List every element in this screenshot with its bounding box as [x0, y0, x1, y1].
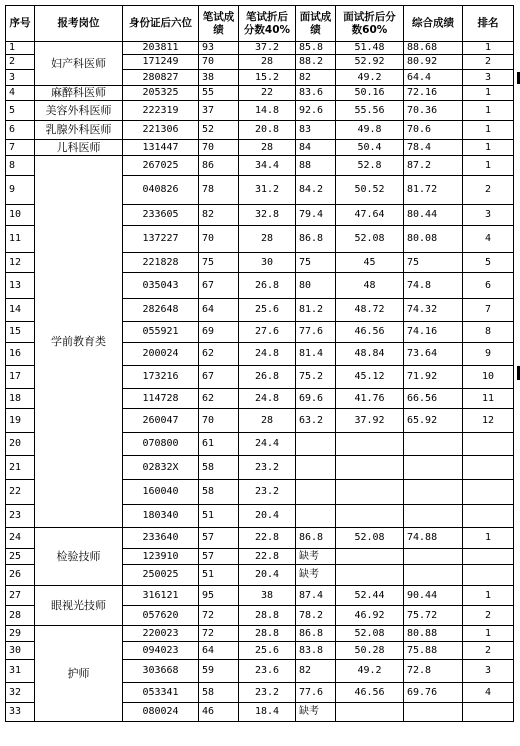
- interview-converted: 52.08: [336, 528, 404, 549]
- written-score: 58: [199, 683, 239, 703]
- interview-score: 81.2: [296, 299, 336, 322]
- id-cell: 160040: [123, 480, 199, 505]
- total-score: 81.72: [404, 176, 463, 205]
- row-no: 14: [6, 299, 35, 322]
- id-cell: 040826: [123, 176, 199, 205]
- interview-converted: 50.16: [336, 86, 404, 101]
- row-no: 12: [6, 253, 35, 273]
- row-no: 4: [6, 86, 35, 101]
- row-no: 33: [6, 703, 35, 722]
- written-score: 70: [199, 55, 239, 70]
- id-cell: 316121: [123, 586, 199, 606]
- interview-score: 79.4: [296, 205, 336, 226]
- row-no: 27: [6, 586, 35, 606]
- table-body: [6, 6, 514, 722]
- written-converted: 31.2: [239, 176, 296, 205]
- id-cell: 137227: [123, 226, 199, 253]
- total-score: 88.68: [404, 42, 463, 55]
- written-score: 37: [199, 101, 239, 121]
- interview-converted: 51.48: [336, 42, 404, 55]
- interview-score: 86.8: [296, 528, 336, 549]
- total-score: 70.36: [404, 101, 463, 121]
- written-converted: 30: [239, 253, 296, 273]
- written-score: 70: [199, 140, 239, 156]
- rank-cell: 8: [463, 322, 514, 343]
- total-score: [404, 549, 463, 565]
- interview-converted: 52.08: [336, 626, 404, 642]
- total-score: 70.6: [404, 121, 463, 140]
- written-converted: 28.8: [239, 606, 296, 626]
- row-no: 3: [6, 70, 35, 86]
- written-score: 38: [199, 70, 239, 86]
- id-cell: 203811: [123, 42, 199, 55]
- written-converted: 26.8: [239, 273, 296, 299]
- id-cell: 094023: [123, 642, 199, 660]
- interview-score: [296, 505, 336, 528]
- rank-cell: [463, 456, 514, 480]
- row-no: 2: [6, 55, 35, 70]
- rank-cell: 2: [463, 55, 514, 70]
- total-score: 78.4: [404, 140, 463, 156]
- written-score: 51: [199, 505, 239, 528]
- row-no: 29: [6, 626, 35, 642]
- written-score: 55: [199, 86, 239, 101]
- interview-converted: 46.56: [336, 322, 404, 343]
- interview-converted: [336, 456, 404, 480]
- interview-score: [296, 433, 336, 456]
- interview-converted: 41.76: [336, 389, 404, 409]
- interview-score: 69.6: [296, 389, 336, 409]
- row-no: 5: [6, 101, 35, 121]
- written-converted: 24.4: [239, 433, 296, 456]
- total-score: [404, 433, 463, 456]
- interview-score: 82: [296, 660, 336, 683]
- interview-score: 82: [296, 70, 336, 86]
- total-score: 72.16: [404, 86, 463, 101]
- written-score: 57: [199, 528, 239, 549]
- interview-converted: 46.92: [336, 606, 404, 626]
- table-row: [6, 528, 514, 549]
- rank-cell: 1: [463, 626, 514, 642]
- row-no: 19: [6, 409, 35, 433]
- total-score: 80.44: [404, 205, 463, 226]
- rank-cell: 6: [463, 273, 514, 299]
- row-no: 9: [6, 176, 35, 205]
- total-score: 66.56: [404, 389, 463, 409]
- written-score: 95: [199, 586, 239, 606]
- id-cell: 123910: [123, 549, 199, 565]
- interview-score: 81.4: [296, 343, 336, 366]
- row-no: 13: [6, 273, 35, 299]
- row-no: 21: [6, 456, 35, 480]
- written-converted: 28: [239, 140, 296, 156]
- rank-cell: 9: [463, 343, 514, 366]
- interview-converted: 50.52: [336, 176, 404, 205]
- row-no: 18: [6, 389, 35, 409]
- written-converted: 20.4: [239, 565, 296, 586]
- interview-converted: 49.8: [336, 121, 404, 140]
- row-no: 23: [6, 505, 35, 528]
- written-converted: 28.8: [239, 626, 296, 642]
- total-score: 74.32: [404, 299, 463, 322]
- header-written-converted: 笔试折后分数40%: [239, 6, 296, 42]
- written-score: 61: [199, 433, 239, 456]
- rank-cell: [463, 549, 514, 565]
- rank-cell: 7: [463, 299, 514, 322]
- written-converted: 26.8: [239, 366, 296, 389]
- table-row: [6, 42, 514, 55]
- written-score: 62: [199, 389, 239, 409]
- id-cell: 070800: [123, 433, 199, 456]
- id-cell: 180340: [123, 505, 199, 528]
- total-score: 71.92: [404, 366, 463, 389]
- id-cell: 205325: [123, 86, 199, 101]
- header-total: 综合成绩: [404, 6, 463, 42]
- row-no: 17: [6, 366, 35, 389]
- rank-cell: 1: [463, 121, 514, 140]
- id-cell: 221306: [123, 121, 199, 140]
- written-converted: 18.4: [239, 703, 296, 722]
- rank-cell: [463, 433, 514, 456]
- written-score: 58: [199, 480, 239, 505]
- id-cell: 131447: [123, 140, 199, 156]
- row-no: 20: [6, 433, 35, 456]
- id-cell: 200024: [123, 343, 199, 366]
- total-score: 80.08: [404, 226, 463, 253]
- total-score: 75: [404, 253, 463, 273]
- rank-cell: 2: [463, 642, 514, 660]
- rank-cell: 1: [463, 156, 514, 176]
- rank-cell: [463, 480, 514, 505]
- interview-score: 75.2: [296, 366, 336, 389]
- written-converted: 22.8: [239, 528, 296, 549]
- written-score: 72: [199, 606, 239, 626]
- id-cell: 267025: [123, 156, 199, 176]
- written-score: 72: [199, 626, 239, 642]
- rank-cell: 4: [463, 683, 514, 703]
- rank-cell: 10: [463, 366, 514, 389]
- rank-cell: 1: [463, 586, 514, 606]
- interview-score: 63.2: [296, 409, 336, 433]
- written-score: 78: [199, 176, 239, 205]
- interview-converted: [336, 703, 404, 722]
- id-cell: 233640: [123, 528, 199, 549]
- rank-cell: [463, 505, 514, 528]
- interview-converted: 52.8: [336, 156, 404, 176]
- interview-score: 88.2: [296, 55, 336, 70]
- total-score: 87.2: [404, 156, 463, 176]
- written-converted: 24.8: [239, 389, 296, 409]
- id-cell: 173216: [123, 366, 199, 389]
- interview-converted: 48.72: [336, 299, 404, 322]
- interview-converted: [336, 433, 404, 456]
- interview-score: 84.2: [296, 176, 336, 205]
- id-cell: 282648: [123, 299, 199, 322]
- written-converted: 23.2: [239, 480, 296, 505]
- id-cell: 02832X: [123, 456, 199, 480]
- interview-score: [296, 456, 336, 480]
- header-id: 身份证后六位: [123, 6, 199, 42]
- written-score: 93: [199, 42, 239, 55]
- rank-cell: 1: [463, 86, 514, 101]
- total-score: 74.8: [404, 273, 463, 299]
- row-no: 31: [6, 660, 35, 683]
- total-score: 73.64: [404, 343, 463, 366]
- post-cell: 儿科医师: [35, 140, 123, 156]
- post-cell: 美容外科医师: [35, 101, 123, 121]
- interview-converted: 55.56: [336, 101, 404, 121]
- interview-score: 缺考: [296, 565, 336, 586]
- post-cell: 护师: [35, 626, 123, 722]
- total-score: 90.44: [404, 586, 463, 606]
- table-row: [6, 121, 514, 140]
- interview-score: 78.2: [296, 606, 336, 626]
- interview-converted: 37.92: [336, 409, 404, 433]
- score-table: [5, 5, 514, 722]
- written-score: 46: [199, 703, 239, 722]
- written-score: 86: [199, 156, 239, 176]
- interview-converted: 50.4: [336, 140, 404, 156]
- interview-score: 88: [296, 156, 336, 176]
- table-row: [6, 586, 514, 606]
- table-row: [6, 140, 514, 156]
- header-written: 笔试成绩: [199, 6, 239, 42]
- interview-score: 83.6: [296, 86, 336, 101]
- total-score: 80.88: [404, 626, 463, 642]
- row-no: 16: [6, 343, 35, 366]
- interview-converted: 48: [336, 273, 404, 299]
- row-no: 6: [6, 121, 35, 140]
- rank-cell: 4: [463, 226, 514, 253]
- rank-cell: [463, 565, 514, 586]
- interview-converted: 45: [336, 253, 404, 273]
- header-rank: 排名: [463, 6, 514, 42]
- interview-converted: 47.64: [336, 205, 404, 226]
- total-score: 75.72: [404, 606, 463, 626]
- interview-converted: [336, 565, 404, 586]
- written-converted: 15.2: [239, 70, 296, 86]
- rank-cell: 11: [463, 389, 514, 409]
- written-score: 64: [199, 299, 239, 322]
- written-score: 64: [199, 642, 239, 660]
- total-score: 72.8: [404, 660, 463, 683]
- rank-cell: 1: [463, 140, 514, 156]
- total-score: 75.88: [404, 642, 463, 660]
- interview-score: 77.6: [296, 683, 336, 703]
- row-no: 26: [6, 565, 35, 586]
- written-score: 51: [199, 565, 239, 586]
- interview-score: 92.6: [296, 101, 336, 121]
- interview-converted: [336, 480, 404, 505]
- id-cell: 080024: [123, 703, 199, 722]
- written-converted: 20.4: [239, 505, 296, 528]
- rank-cell: 1: [463, 528, 514, 549]
- header-interview: 面试成绩: [296, 6, 336, 42]
- header-row: [6, 6, 514, 42]
- interview-converted: [336, 505, 404, 528]
- interview-score: 80: [296, 273, 336, 299]
- id-cell: 303668: [123, 660, 199, 683]
- total-score: 69.76: [404, 683, 463, 703]
- id-cell: 055921: [123, 322, 199, 343]
- id-cell: 233605: [123, 205, 199, 226]
- written-score: 58: [199, 456, 239, 480]
- post-cell: 眼视光技师: [35, 586, 123, 626]
- post-cell: 学前教育类: [35, 156, 123, 528]
- rank-cell: 12: [463, 409, 514, 433]
- total-score: [404, 456, 463, 480]
- id-cell: 280827: [123, 70, 199, 86]
- rank-cell: 1: [463, 42, 514, 55]
- interview-converted: 46.56: [336, 683, 404, 703]
- header-no: 序号: [6, 6, 35, 42]
- written-converted: 24.8: [239, 343, 296, 366]
- interview-converted: [336, 549, 404, 565]
- row-no: 30: [6, 642, 35, 660]
- interview-score: 86.8: [296, 226, 336, 253]
- id-cell: 171249: [123, 55, 199, 70]
- row-no: 28: [6, 606, 35, 626]
- written-score: 57: [199, 549, 239, 565]
- interview-score: 85.8: [296, 42, 336, 55]
- written-score: 67: [199, 366, 239, 389]
- written-converted: 25.6: [239, 299, 296, 322]
- interview-converted: 52.44: [336, 586, 404, 606]
- interview-converted: 49.2: [336, 660, 404, 683]
- written-converted: 22: [239, 86, 296, 101]
- id-cell: 260047: [123, 409, 199, 433]
- written-converted: 32.8: [239, 205, 296, 226]
- rank-cell: 5: [463, 253, 514, 273]
- total-score: 65.92: [404, 409, 463, 433]
- rank-cell: 2: [463, 606, 514, 626]
- written-converted: 23.2: [239, 683, 296, 703]
- written-score: 70: [199, 409, 239, 433]
- post-cell: 妇产科医师: [35, 42, 123, 86]
- interview-converted: 48.84: [336, 343, 404, 366]
- written-score: 70: [199, 226, 239, 253]
- written-converted: 28: [239, 226, 296, 253]
- written-converted: 23.2: [239, 456, 296, 480]
- id-cell: 222319: [123, 101, 199, 121]
- header-interview-converted: 面试折后分数60%: [336, 6, 404, 42]
- interview-score: 缺考: [296, 549, 336, 565]
- written-score: 62: [199, 343, 239, 366]
- interview-converted: 49.2: [336, 70, 404, 86]
- rank-cell: 3: [463, 70, 514, 86]
- id-cell: 057620: [123, 606, 199, 626]
- total-score: 74.88: [404, 528, 463, 549]
- interview-score: 86.8: [296, 626, 336, 642]
- interview-score: [296, 480, 336, 505]
- post-cell: 检验技师: [35, 528, 123, 586]
- written-converted: 20.8: [239, 121, 296, 140]
- id-cell: 250025: [123, 565, 199, 586]
- written-converted: 25.6: [239, 642, 296, 660]
- interview-converted: 52.92: [336, 55, 404, 70]
- written-converted: 28: [239, 55, 296, 70]
- row-no: 15: [6, 322, 35, 343]
- written-converted: 38: [239, 586, 296, 606]
- row-no: 11: [6, 226, 35, 253]
- id-cell: 221828: [123, 253, 199, 273]
- rank-cell: 3: [463, 660, 514, 683]
- interview-score: 77.6: [296, 322, 336, 343]
- total-score: [404, 505, 463, 528]
- table-row: [6, 156, 514, 176]
- header-post: 报考岗位: [35, 6, 123, 42]
- written-converted: 27.6: [239, 322, 296, 343]
- row-no: 7: [6, 140, 35, 156]
- rank-cell: [463, 703, 514, 722]
- written-score: 67: [199, 273, 239, 299]
- interview-score: 75: [296, 253, 336, 273]
- written-converted: 37.2: [239, 42, 296, 55]
- interview-score: 84: [296, 140, 336, 156]
- id-cell: 114728: [123, 389, 199, 409]
- written-converted: 34.4: [239, 156, 296, 176]
- interview-converted: 50.28: [336, 642, 404, 660]
- written-score: 59: [199, 660, 239, 683]
- rank-cell: 1: [463, 101, 514, 121]
- written-score: 82: [199, 205, 239, 226]
- post-cell: 乳腺外科医师: [35, 121, 123, 140]
- table-row: [6, 101, 514, 121]
- table-row: [6, 626, 514, 642]
- written-score: 75: [199, 253, 239, 273]
- row-no: 8: [6, 156, 35, 176]
- rank-cell: 2: [463, 176, 514, 205]
- rank-cell: 3: [463, 205, 514, 226]
- id-cell: 220023: [123, 626, 199, 642]
- id-cell: 053341: [123, 683, 199, 703]
- written-converted: 22.8: [239, 549, 296, 565]
- table-row: [6, 86, 514, 101]
- row-no: 24: [6, 528, 35, 549]
- total-score: [404, 480, 463, 505]
- interview-score: 缺考: [296, 703, 336, 722]
- total-score: 74.16: [404, 322, 463, 343]
- written-score: 69: [199, 322, 239, 343]
- interview-score: 83: [296, 121, 336, 140]
- interview-converted: 45.12: [336, 366, 404, 389]
- post-cell: 麻醉科医师: [35, 86, 123, 101]
- row-no: 32: [6, 683, 35, 703]
- written-score: 52: [199, 121, 239, 140]
- interview-score: 83.8: [296, 642, 336, 660]
- total-score: [404, 703, 463, 722]
- total-score: [404, 565, 463, 586]
- row-no: 22: [6, 480, 35, 505]
- row-no: 25: [6, 549, 35, 565]
- id-cell: 035043: [123, 273, 199, 299]
- interview-converted: 52.08: [336, 226, 404, 253]
- written-converted: 23.6: [239, 660, 296, 683]
- row-no: 1: [6, 42, 35, 55]
- row-no: 10: [6, 205, 35, 226]
- written-converted: 14.8: [239, 101, 296, 121]
- total-score: 80.92: [404, 55, 463, 70]
- total-score: 64.4: [404, 70, 463, 86]
- interview-score: 87.4: [296, 586, 336, 606]
- written-converted: 28: [239, 409, 296, 433]
